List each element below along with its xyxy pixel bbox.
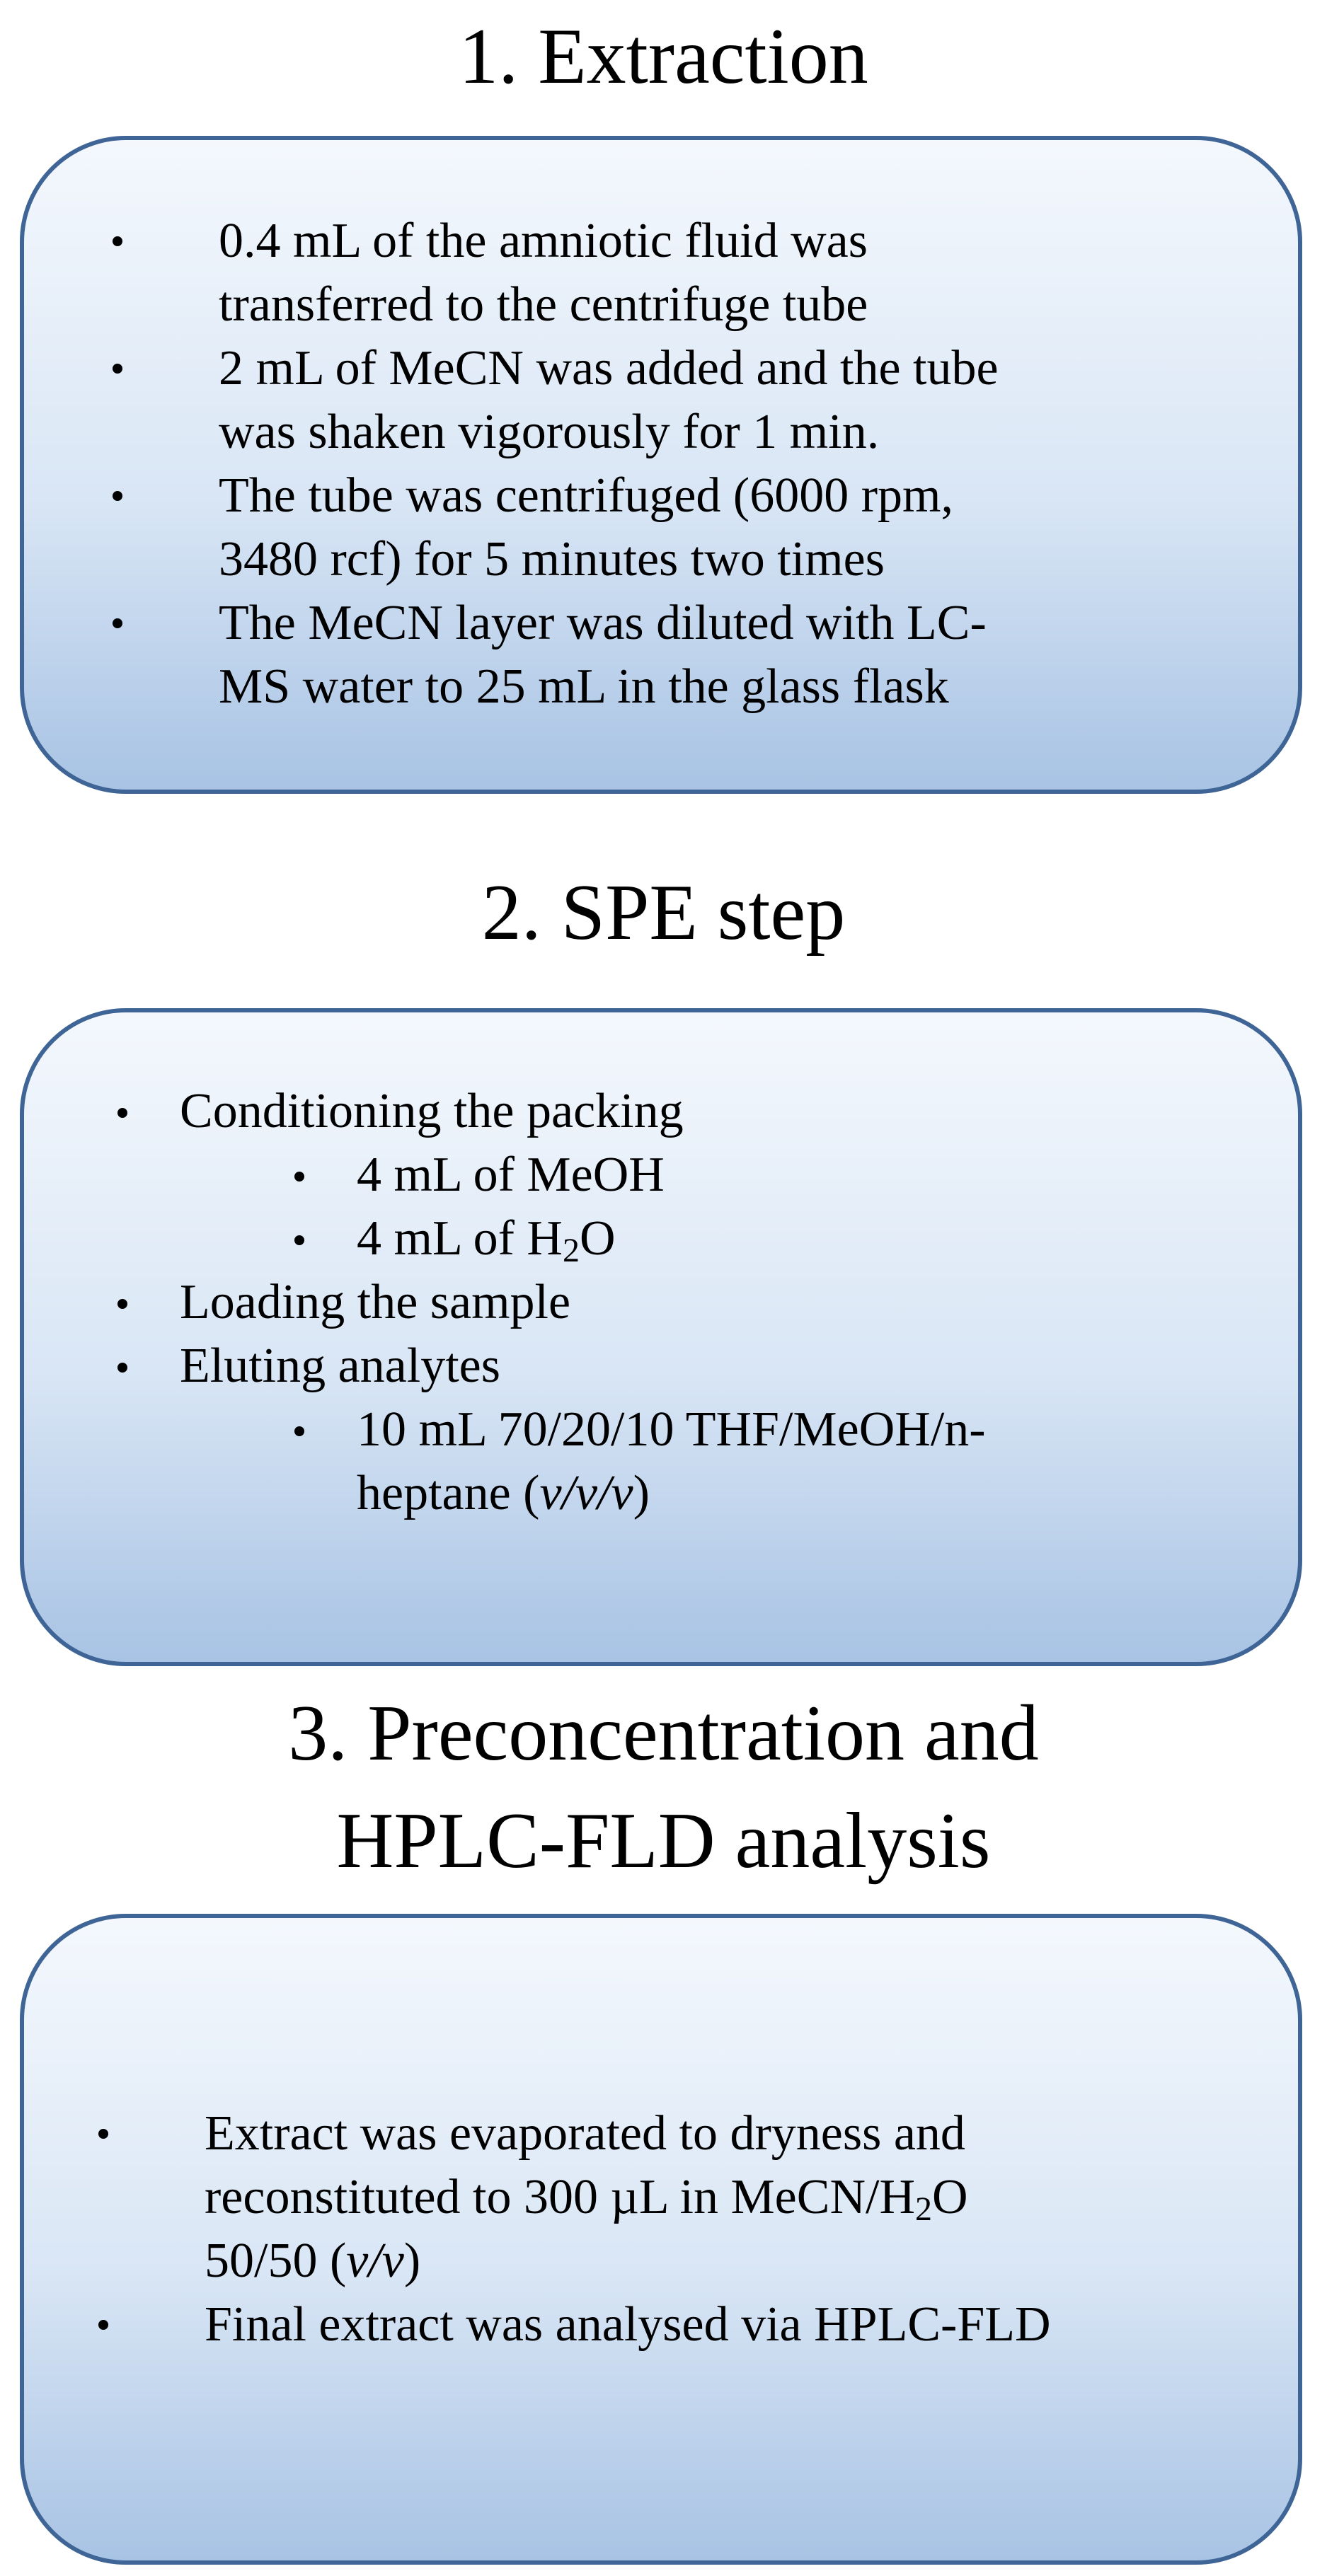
list-item-line: reconstituted to 300 µL in MeCN/H (205, 2170, 915, 2224)
subscript: 2 (915, 2190, 932, 2228)
list-item-text: Loading the sample (180, 1275, 571, 1329)
bullet-icon (98, 2320, 108, 2330)
list-item-line: ) (633, 1466, 650, 1520)
list-item (219, 464, 999, 591)
list-item-text: Eluting analytes (180, 1339, 500, 1393)
list-item-text: Conditioning the packing (180, 1084, 684, 1138)
list-item-line: 10 mL 70/20/10 THF/MeOH/n- (357, 1402, 986, 1457)
list-item (205, 2293, 1051, 2357)
list-item-line: Extract was evaporated to dryness and (205, 2106, 965, 2161)
list-subitem (357, 1207, 986, 1271)
spe-step-list (180, 1080, 986, 1525)
list-subitem (357, 1398, 986, 1525)
list-item-line: transferred to the centrifuge tube (219, 277, 868, 332)
list-item-text: O (579, 1211, 616, 1266)
bullet-icon (117, 1363, 127, 1373)
spe-step-box (20, 1008, 1302, 1666)
bullet-icon (113, 236, 122, 246)
italic-text: v/v (346, 2234, 404, 2288)
subscript: 2 (562, 1232, 580, 1269)
list-item-line: O (932, 2170, 968, 2224)
preconcentration-list (205, 2102, 1051, 2357)
bullet-icon (98, 2129, 108, 2139)
bullet-icon (113, 364, 122, 374)
list-item (180, 1271, 986, 1334)
list-item-line: 3480 rcf) for 5 minutes two times (219, 532, 885, 587)
list-item-line: was shaken vigorously for 1 min. (219, 405, 880, 459)
list-item (180, 1080, 986, 1143)
section-title-extraction: 1. Extraction (459, 13, 868, 100)
preconcentration-box (20, 1914, 1302, 2565)
bullet-icon (117, 1108, 127, 1118)
extraction-list (219, 209, 999, 719)
list-item-line: The tube was centrifuged (6000 rpm, (219, 468, 954, 523)
list-item-line: 50/50 ( (205, 2234, 347, 2288)
bullet-icon (294, 1426, 304, 1436)
bullet-icon (294, 1235, 304, 1245)
list-item (219, 591, 999, 719)
list-item-line: MS water to 25 mL in the glass flask (219, 659, 949, 714)
list-item-text: Final extract was analysed via HPLC-FLD (205, 2297, 1051, 2352)
list-item-text: 4 mL of MeOH (357, 1148, 665, 1202)
section-title-spe-step: 2. SPE step (481, 869, 846, 957)
italic-text: v/v/v (539, 1466, 633, 1520)
list-item-line: The MeCN layer was diluted with LC- (219, 596, 987, 650)
section-title-preconcentration-line1: 3. Preconcentration and (288, 1690, 1039, 1777)
list-item-line: 2 mL of MeCN was added and the tube (219, 341, 999, 395)
bullet-icon (294, 1172, 304, 1182)
list-item-text: 4 mL of H (357, 1211, 563, 1266)
list-item (180, 1334, 986, 1398)
bullet-icon (113, 618, 122, 628)
bullet-icon (113, 491, 122, 501)
list-item (219, 209, 999, 337)
bullet-icon (117, 1299, 127, 1309)
list-item-line: heptane ( (357, 1466, 540, 1520)
extraction-box (20, 136, 1302, 794)
list-item (219, 337, 999, 464)
list-item-line: ) (403, 2234, 421, 2288)
list-item (205, 2102, 1051, 2293)
list-subitem (357, 1143, 986, 1207)
section-title-preconcentration-line2: HPLC-FLD analysis (336, 1797, 991, 1885)
list-item-line: 0.4 mL of the amniotic fluid was (219, 214, 868, 268)
